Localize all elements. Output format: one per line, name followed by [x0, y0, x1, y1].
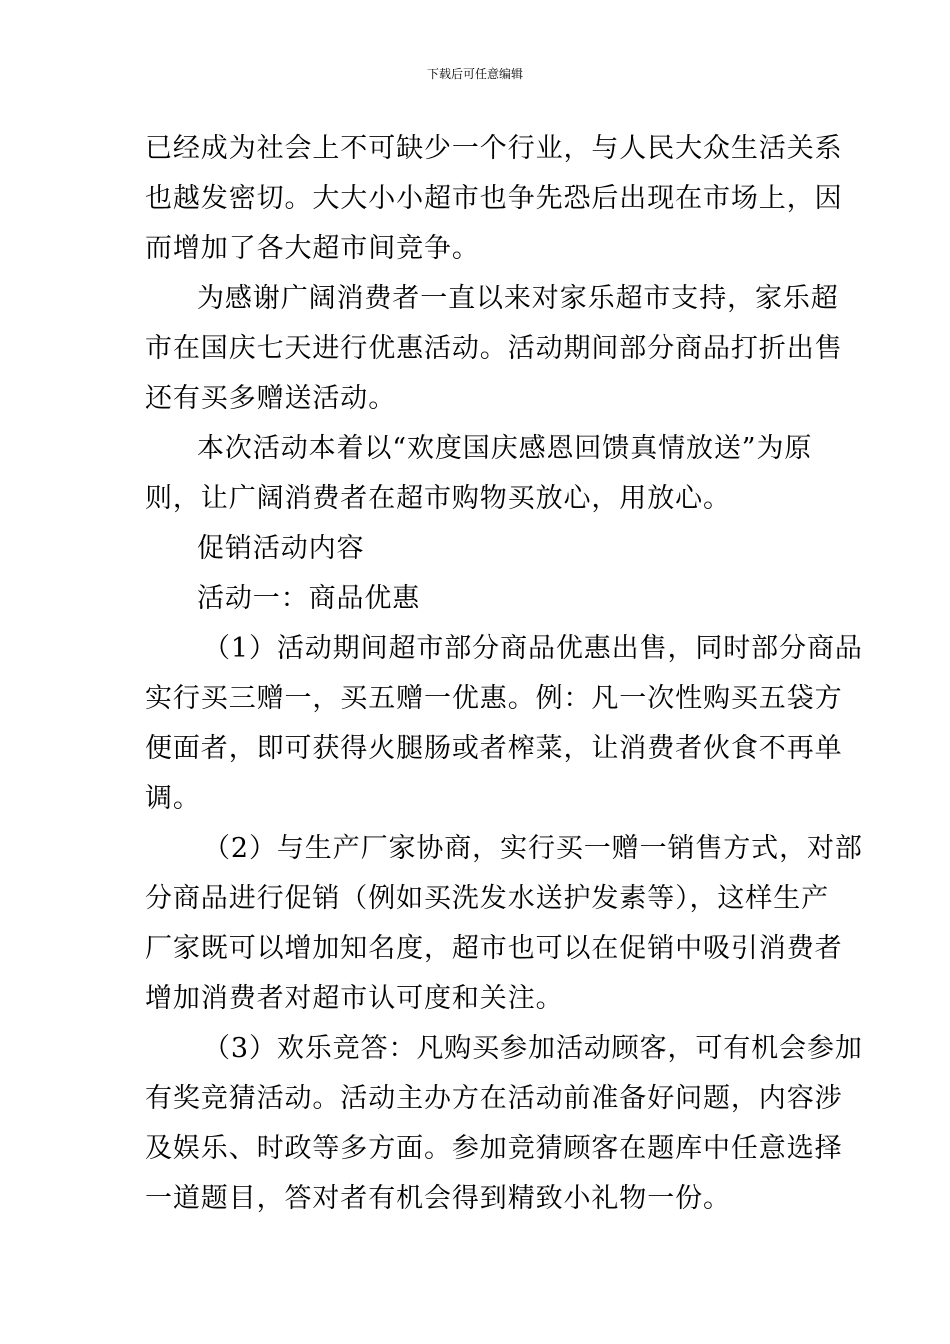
text-line: 有奖竞猜活动。活动主办方在活动前准备好问题，内容涉: [145, 1083, 843, 1114]
text-line: （1）活动期间超市部分商品优惠出售，同时部分商品: [203, 633, 863, 664]
list-item: [145, 824, 863, 1024]
page-header: 下载后可任意编辑: [426, 67, 523, 81]
text-line: （3）欢乐竞答：凡购买参加活动顾客，可有机会参加: [203, 1033, 863, 1064]
text-line: 为感谢广阔消费者一直以来对家乐超市支持，家乐超: [197, 283, 839, 314]
paragraph: [145, 124, 843, 274]
text-line: 一道题目，答对者有机会得到精致小礼物一份。: [145, 1183, 731, 1214]
text-line: 便面者，即可获得火腿肠或者榨菜，让消费者伙食不再单: [145, 733, 843, 764]
text-line: （2）与生产厂家协商，实行买一赠一销售方式，对部: [203, 833, 863, 864]
list-item: [145, 624, 863, 824]
text-line: 本次活动本着以“欢度国庆感恩回馈真情放送”为原: [197, 433, 813, 464]
text-line: 活动一：商品优惠: [197, 583, 421, 614]
text-line: 实行买三赠一，买五赠一优惠。例：凡一次性购买五袋方: [145, 683, 843, 714]
paragraph: [145, 274, 843, 424]
section-heading: [145, 524, 811, 574]
list-item: [145, 1024, 863, 1224]
text-line: 调。: [145, 783, 201, 814]
paragraph: [145, 424, 811, 524]
text-line: 及娱乐、时政等多方面。参加竞猜顾客在题库中任意选择: [145, 1133, 843, 1164]
document-body: [145, 124, 863, 1224]
text-line: 也越发密切。大大小小超市也争先恐后出现在市场上，因: [145, 183, 843, 214]
text-line: 分商品进行促销（例如买洗发水送护发素等），这样生产: [145, 883, 829, 914]
text-line: 已经成为社会上不可缺少一个行业，与人民大众生活关系: [145, 133, 843, 164]
text-line: 增加消费者对超市认可度和关注。: [145, 983, 564, 1014]
text-line: 厂家既可以增加知名度，超市也可以在促销中吸引消费者: [145, 933, 843, 964]
text-line: 则，让广阔消费者在超市购物买放心，用放心。: [145, 483, 731, 514]
subsection-heading: [145, 574, 811, 624]
text-line: 促销活动内容: [197, 533, 365, 564]
text-line: 还有买多赠送活动。: [145, 383, 397, 414]
text-line: 市在国庆七天进行优惠活动。活动期间部分商品打折出售: [145, 333, 843, 364]
text-line: 而增加了各大超市间竞争。: [145, 233, 480, 264]
